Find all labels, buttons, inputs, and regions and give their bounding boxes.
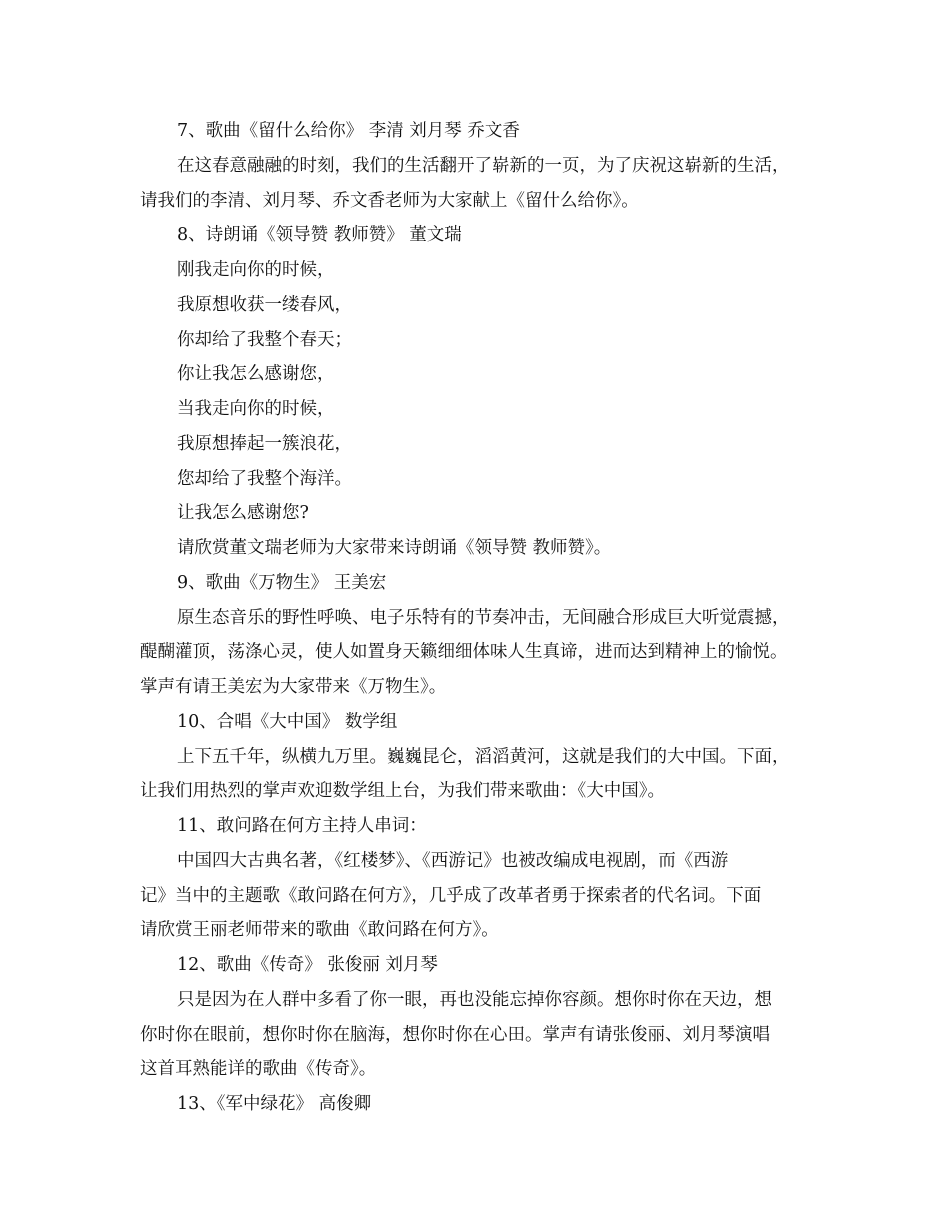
text-line: 原生态音乐的野性呼唤、电子乐特有的节奏冲击，无间融合形成巨大听觉震撼， bbox=[177, 607, 790, 628]
text-line: 让我怎么感谢您? bbox=[177, 503, 309, 524]
text-line: 让我们用热烈的掌声欢迎数学组上台，为我们带来歌曲：《大中国》。 bbox=[140, 781, 665, 802]
text-line: 醍醐灌顶，荡涤心灵，使人如置身天籁细细体味人生真谛，进而达到精神上的愉悦。 bbox=[140, 642, 788, 663]
text-line: 8、诗朗诵《领导赞 教师赞》 董文瑞 bbox=[177, 225, 462, 246]
text-line: 只是因为在人群中多看了你一眼，再也没能忘掉你容颜。想你时你在天边，想 bbox=[177, 989, 772, 1010]
text-line: 记》当中的主题歌《敢问路在何方》，几乎成了改革者勇于探索者的代名词。下面 bbox=[140, 885, 762, 906]
text-line: 7、歌曲《留什么给你》 李清 刘月琴 乔文香 bbox=[177, 121, 520, 141]
text-line: 你时你在眼前，想你时你在脑海，想你时你在心田。掌声有请张俊丽、刘月琴演唱 bbox=[140, 1024, 770, 1045]
text-line: 掌声有请王美宏为大家带来《万物生》。 bbox=[140, 677, 447, 697]
text-line: 11、敢问路在何方主持人串词： bbox=[177, 816, 427, 836]
text-line: 10、合唱《大中国》 数学组 bbox=[177, 711, 398, 732]
text-line: 中国四大古典名著，《红楼梦》、《西游记》也被改编成电视剧，而《西游 bbox=[177, 850, 729, 871]
text-line: 请我们的李清、刘月琴、乔文香老师为大家献上《留什么给你》。 bbox=[140, 190, 639, 211]
text-line: 我原想捧起一簇浪花， bbox=[177, 433, 352, 454]
text-line: 13、《军中绿花》 高俊卿 bbox=[177, 1094, 372, 1114]
text-line: 这首耳熟能详的歌曲《传奇》。 bbox=[140, 1059, 377, 1080]
text-line: 我原想收获一缕春风， bbox=[177, 294, 352, 315]
text-line: 你让我怎么感谢您， bbox=[177, 364, 335, 385]
text-line: 请欣赏董文瑞老师为大家带来诗朗诵《领导赞 教师赞》。 bbox=[177, 538, 612, 558]
text-line: 您却给了我整个海洋。 bbox=[177, 468, 352, 489]
text-line: 9、歌曲《万物生》 王美宏 bbox=[177, 572, 387, 593]
text-line: 刚我走向你的时候， bbox=[177, 260, 335, 280]
text-line: 在这春意融融的时刻，我们的生活翻开了崭新的一页，为了庆祝这崭新的生活， bbox=[177, 155, 790, 176]
text-line: 你却给了我整个春天； bbox=[177, 329, 352, 350]
text-line: 当我走向你的时候， bbox=[177, 399, 335, 419]
text-line: 请欣赏王丽老师带来的歌曲《敢问路在何方》。 bbox=[140, 920, 499, 941]
text-line: 上下五千年，纵横九万里。巍巍昆仑，滔滔黄河，这就是我们的大中国。下面， bbox=[177, 746, 790, 767]
text-line: 12、歌曲《传奇》 张俊丽 刘月琴 bbox=[177, 955, 438, 975]
document-body bbox=[140, 114, 820, 1122]
